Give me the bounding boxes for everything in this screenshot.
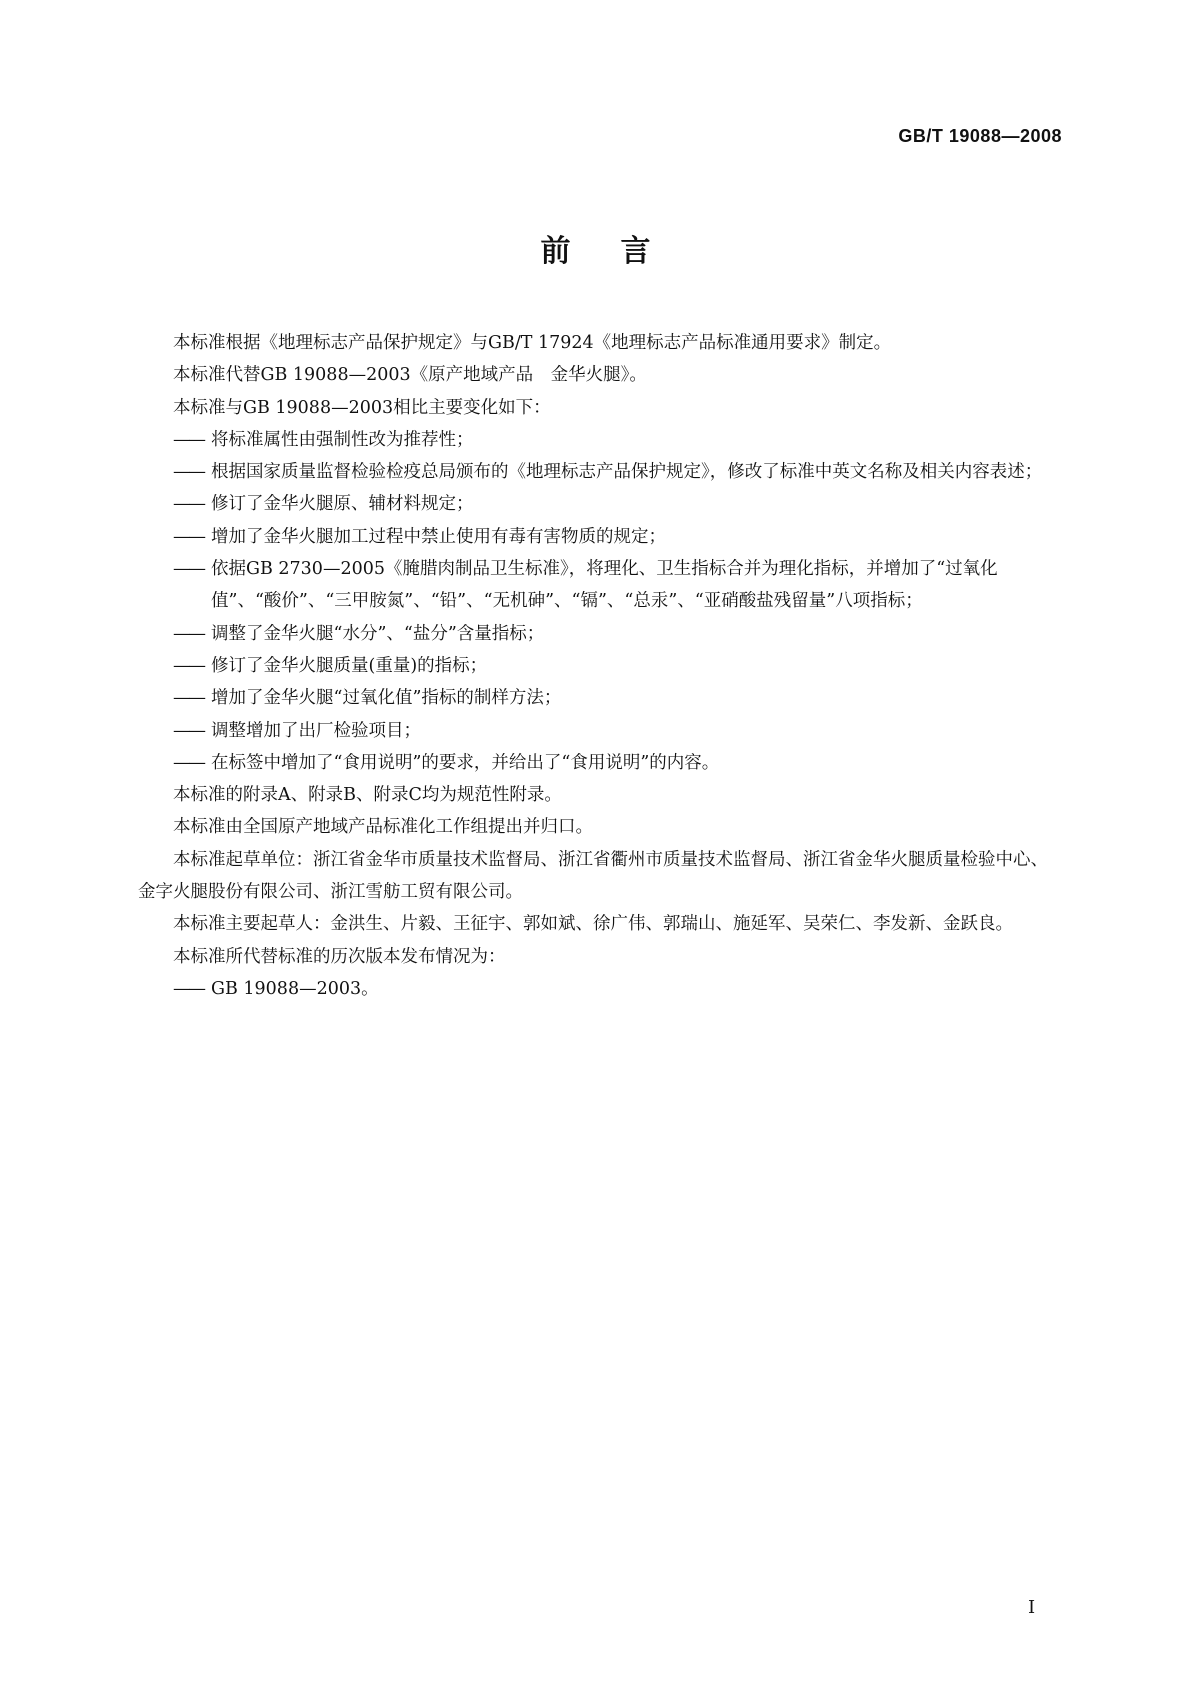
- paragraph: 本标准代替GB 19088—2003《原产地域产品 金华火腿》。: [173, 365, 647, 386]
- previous-version-item: [138, 973, 1063, 1005]
- change-item: [138, 682, 1063, 714]
- dash-mark: ——: [173, 559, 204, 580]
- change-text: 调整增加了出厂检验项目；: [211, 720, 421, 741]
- paragraph: 本标准由全国原产地域产品标准化工作组提出并归口。: [173, 817, 593, 838]
- paragraph: 本标准主要起草人：金洪生、片毅、王征宇、郭如斌、徐广伟、郭瑞山、施延军、吴荣仁、李发新、金跃良。: [173, 914, 1013, 935]
- change-item: [138, 424, 1063, 456]
- change-item: [138, 715, 1063, 747]
- dash-mark: ——: [173, 429, 204, 450]
- standard-code: GB/T 19088—2008: [898, 126, 1062, 146]
- paragraph: 本标准的附录A、附录B、附录C均为规范性附录。: [173, 785, 562, 806]
- dash-mark: ——: [173, 688, 204, 709]
- change-text: 增加了金华火腿加工过程中禁止使用有毒有害物质的规定；: [211, 526, 666, 547]
- dash-mark: ——: [173, 623, 204, 644]
- change-item: [138, 456, 1063, 488]
- change-text: 在标签中增加了“食用说明”的要求，并给出了“食用说明”的内容。: [211, 752, 720, 773]
- paragraph: 本标准起草单位：浙江省金华市质量技术监督局、浙江省衢州市质量技术监督局、浙江省金华火腿质量检验中心、金字火腿股份有限公司、浙江雪舫工贸有限公司。: [138, 849, 1048, 903]
- dash-mark: ——: [173, 978, 204, 999]
- change-item: [138, 650, 1063, 682]
- change-text: 调整了金华火腿“水分”、“盐分”含量指标；: [211, 623, 545, 644]
- previous-version-text: GB 19088—2003。: [211, 978, 379, 999]
- dash-mark: ——: [173, 526, 204, 547]
- paragraph: 本标准与GB 19088—2003相比主要变化如下：: [173, 397, 551, 418]
- change-text: 将标准属性由强制性改为推荐性；: [211, 429, 474, 450]
- paragraph: 本标准所代替标准的历次版本发布情况为：: [173, 946, 506, 967]
- change-item: [138, 747, 1063, 779]
- page-title: 前言: [540, 234, 701, 269]
- change-item: [138, 553, 1063, 618]
- change-item: [138, 488, 1063, 520]
- dash-mark: ——: [173, 655, 204, 676]
- paragraph: 本标准根据《地理标志产品保护规定》与GB/T 17924《地理标志产品标准通用要求》制定。: [173, 333, 892, 353]
- change-text: 依据GB 2730—2005《腌腊肉制品卫生标准》，将理化、卫生指标合并为理化指标，并增加了“过氧化值”、“酸价”、“三甲胺氮”、“铅”、“无机砷”、“镉”、“总汞”、“亚硝酸盐残留量”八项指标；: [211, 559, 998, 612]
- dash-mark: ——: [173, 462, 204, 483]
- page-number: I: [1028, 1597, 1036, 1618]
- foreword-body: [138, 327, 1063, 1005]
- change-text: 根据国家质量监督检验检疫总局颁布的《地理标志产品保护规定》，修改了标准中英文名称及相关内容表述；: [211, 462, 1043, 483]
- dash-mark: ——: [173, 494, 204, 515]
- change-text: 修订了金华火腿质量(重量)的指标；: [211, 655, 488, 676]
- change-text: 增加了金华火腿“过氧化值”指标的制样方法；: [211, 688, 562, 709]
- change-item: [138, 521, 1063, 553]
- change-text: 修订了金华火腿原、辅材料规定；: [211, 494, 474, 515]
- dash-mark: ——: [173, 752, 204, 773]
- change-item: [138, 618, 1063, 650]
- dash-mark: ——: [173, 720, 204, 741]
